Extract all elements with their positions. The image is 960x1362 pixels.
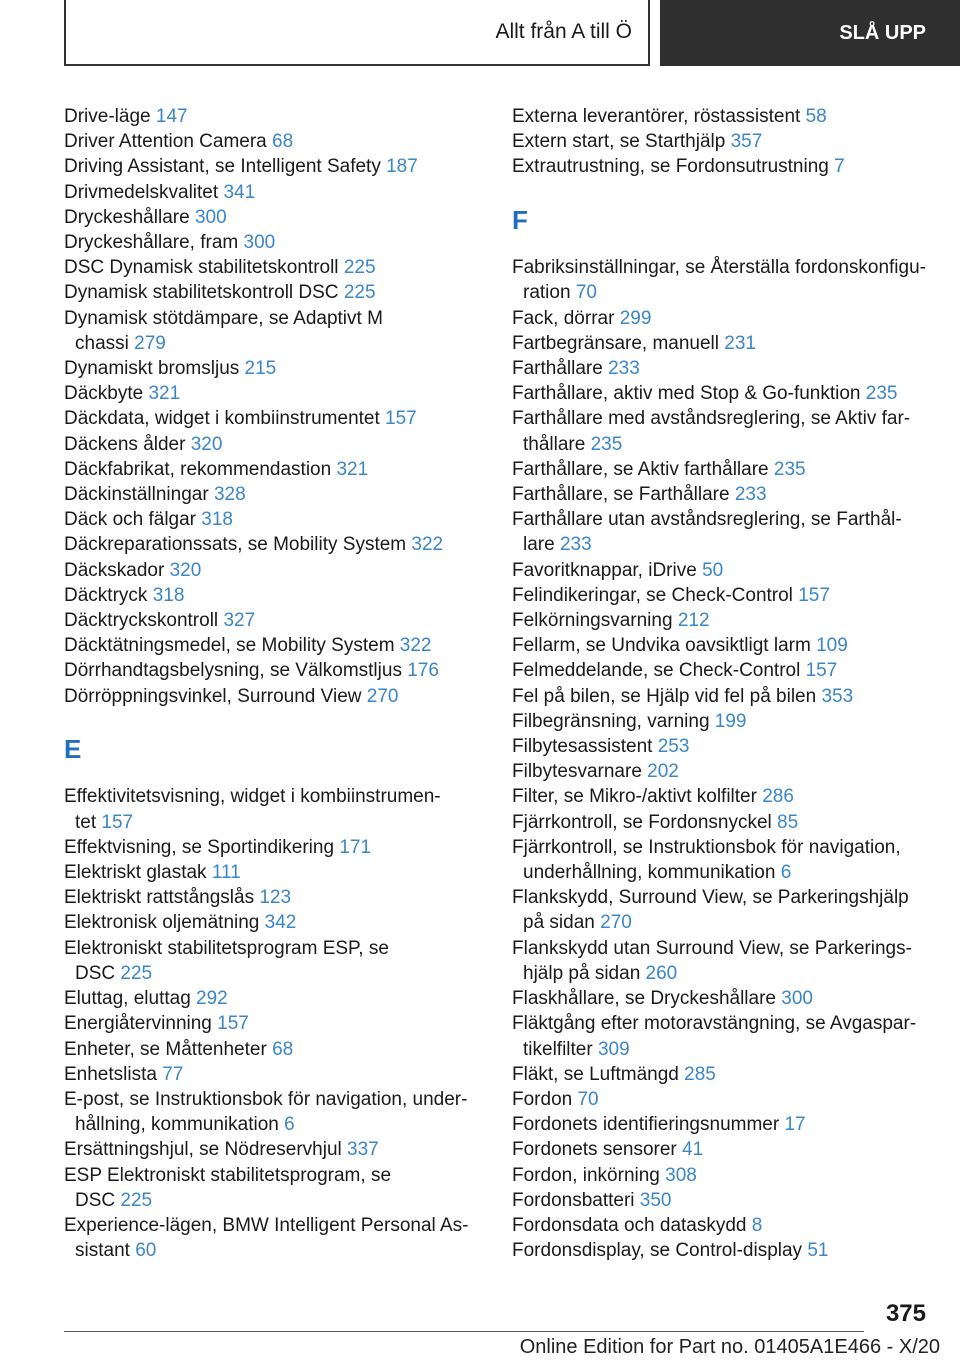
index-column-right xyxy=(512,104,932,1263)
page-reference-link[interactable]: 292 xyxy=(196,988,228,1010)
index-entry xyxy=(512,1137,932,1162)
entry-text: Farthållare, se Farthållare xyxy=(512,484,730,506)
index-entry xyxy=(512,457,932,482)
entry-text: Driver Attention Camera xyxy=(64,131,267,153)
index-entry xyxy=(64,1087,484,1137)
page-reference-link[interactable]: 341 xyxy=(223,181,256,203)
index-entry xyxy=(64,129,484,154)
entry-text: Flankskydd utan Surround View, se Parkerings- xyxy=(512,937,912,959)
footer-divider xyxy=(64,1331,864,1332)
index-entry xyxy=(512,1087,932,1112)
page-reference-link[interactable]: 350 xyxy=(639,1189,672,1211)
entry-text: Enhetslista xyxy=(64,1063,157,1085)
page-reference-link[interactable]: 176 xyxy=(407,660,439,682)
entry-text: Däckreparationssats, se Mobility System xyxy=(64,534,407,556)
entry-text: thållare xyxy=(523,433,586,455)
index-entry xyxy=(64,1037,484,1062)
page-reference-link[interactable]: 70 xyxy=(575,282,597,304)
entry-text: Fordon xyxy=(512,1088,573,1110)
index-entry xyxy=(64,885,484,910)
page-reference-link[interactable]: 6 xyxy=(284,1114,295,1136)
index-entry xyxy=(64,860,484,885)
page-reference-link[interactable]: 215 xyxy=(244,358,277,380)
entry-text: DSC xyxy=(75,1189,116,1211)
page-reference-link[interactable]: 260 xyxy=(645,962,678,984)
page-reference-link[interactable]: 327 xyxy=(223,610,256,632)
entry-text: Fläkt, se Luftmängd xyxy=(512,1063,679,1085)
index-entry xyxy=(512,1112,932,1137)
page-reference-link[interactable]: 320 xyxy=(169,559,202,581)
entry-text: Fabriksinställningar, se Återställa fordonskonfigu- xyxy=(512,257,926,279)
page-reference-link[interactable]: 157 xyxy=(805,660,838,682)
page-reference-link[interactable]: 50 xyxy=(702,559,724,581)
entry-text: Filter, se Mikro-/aktivt kolfilter xyxy=(512,786,757,808)
index-entry xyxy=(64,558,484,583)
index-entry xyxy=(512,885,932,935)
index-entry xyxy=(64,658,484,683)
index-entry xyxy=(64,986,484,1011)
index-entry xyxy=(512,482,932,507)
index-entry xyxy=(64,306,484,356)
index-entry xyxy=(512,709,932,734)
entry-text: Elektriskt glastak xyxy=(64,862,207,884)
page-reference-link[interactable]: 58 xyxy=(805,106,827,127)
entry-text: ESP Elektroniskt stabilitetsprogram, se xyxy=(64,1164,392,1186)
index-tab-label: Allt från A till Ö xyxy=(495,20,632,43)
index-entry xyxy=(64,633,484,658)
page-reference-link[interactable]: 157 xyxy=(217,1013,249,1035)
entry-text: DSC xyxy=(75,962,116,984)
entry-text: lare xyxy=(523,534,555,556)
index-entry xyxy=(512,558,932,583)
index-entry xyxy=(512,104,932,129)
entry-continuation xyxy=(64,1112,484,1137)
page-reference-link[interactable]: 299 xyxy=(619,307,652,329)
entry-text: Filbytesvarnare xyxy=(512,761,642,783)
entry-text: DSC Dynamisk stabilitetskontroll xyxy=(64,257,339,279)
entry-continuation xyxy=(512,910,932,935)
entry-text: Enheter, se Måttenheter xyxy=(64,1038,267,1060)
index-entry xyxy=(512,306,932,331)
page-reference-link[interactable]: 68 xyxy=(272,131,294,153)
page-reference-link[interactable]: 51 xyxy=(807,1240,829,1262)
entry-text: Ersättningshjul, se Nödreservhjul xyxy=(64,1139,342,1161)
entry-text: Fordonets sensorer xyxy=(512,1139,677,1161)
entry-text: Extern start, se Starthjälp xyxy=(512,131,726,153)
page-reference-link[interactable]: 68 xyxy=(272,1038,294,1060)
page-reference-link[interactable]: 353 xyxy=(821,685,854,707)
section-letter: E xyxy=(64,733,82,764)
index-entry xyxy=(64,608,484,633)
index-entry xyxy=(64,482,484,507)
page-reference-link[interactable]: 320 xyxy=(190,433,223,455)
entry-text: Externa leverantörer, röstassistent xyxy=(512,106,801,127)
page-reference-link[interactable]: 70 xyxy=(577,1088,599,1110)
entry-continuation xyxy=(512,432,932,457)
entry-text: Drivmedelskvalitet xyxy=(64,181,219,203)
index-entry xyxy=(512,583,932,608)
entry-text: Dörrhandtagsbelysning, se Välkomstljus xyxy=(64,660,402,682)
page-reference-link[interactable]: 171 xyxy=(339,836,372,858)
page-reference-link[interactable]: 147 xyxy=(155,106,188,127)
page-reference-link[interactable]: 109 xyxy=(816,635,848,657)
entry-text: underhållning, kommunikation xyxy=(523,862,776,884)
entry-continuation xyxy=(512,532,932,557)
entry-text: Felmeddelande, se Check-Control xyxy=(512,660,801,682)
entry-text: Fack, dörrar xyxy=(512,307,615,329)
entry-text: Flaskhållare, se Dryckeshållare xyxy=(512,988,776,1010)
entry-text: Driving Assistant, se Intelligent Safety xyxy=(64,156,381,178)
page-reference-link[interactable]: 225 xyxy=(120,962,153,984)
index-entry xyxy=(64,1137,484,1162)
entry-text: Elektroniskt stabilitetsprogram ESP, se xyxy=(64,937,389,959)
index-entry xyxy=(64,835,484,860)
index-entry xyxy=(512,1238,932,1263)
page-reference-link[interactable]: 85 xyxy=(777,811,799,833)
entry-text: hjälp på sidan xyxy=(523,962,641,984)
entry-text: tet xyxy=(75,811,97,833)
page-reference-link[interactable]: 235 xyxy=(590,433,623,455)
page-reference-link[interactable]: 321 xyxy=(148,383,181,405)
page-reference-link[interactable]: 17 xyxy=(784,1114,806,1136)
entry-text: Fläktgång efter motoravstängning, se Avgaspar- xyxy=(512,1013,917,1035)
index-entry xyxy=(512,835,932,885)
entry-text: Felindikeringar, se Check-Control xyxy=(512,584,793,606)
page-reference-link[interactable]: 235 xyxy=(865,383,898,405)
entry-text: Däcktryck xyxy=(64,584,148,606)
page-reference-link[interactable]: 187 xyxy=(386,156,418,178)
page-reference-link[interactable]: 270 xyxy=(366,685,399,707)
index-entry xyxy=(64,381,484,406)
index-entry xyxy=(64,457,484,482)
page-reference-link[interactable]: 342 xyxy=(264,912,297,934)
index-entry xyxy=(64,280,484,305)
page-reference-link[interactable]: 77 xyxy=(162,1063,184,1085)
entry-text: Dynamisk stötdämpare, se Adaptivt M xyxy=(64,307,383,329)
page-reference-link[interactable]: 286 xyxy=(762,786,794,808)
index-entry xyxy=(64,154,484,179)
index-entry xyxy=(512,406,932,456)
entry-text: Dryckeshållare xyxy=(64,206,190,228)
entry-text: Elektronisk oljemätning xyxy=(64,912,260,934)
index-entry xyxy=(64,532,484,557)
page-reference-link[interactable]: 322 xyxy=(411,534,444,556)
entry-text: tikelfilter xyxy=(523,1038,593,1060)
entry-continuation xyxy=(64,961,484,986)
index-entry xyxy=(64,936,484,986)
entry-text: Däcktryckskontroll xyxy=(64,610,219,632)
index-entry xyxy=(512,608,932,633)
page-reference-link[interactable]: 337 xyxy=(347,1139,379,1161)
entry-text: Dörröppningsvinkel, Surround View xyxy=(64,685,362,707)
index-entry xyxy=(512,1188,932,1213)
entry-text: Favoritknappar, iDrive xyxy=(512,559,697,581)
entry-text: på sidan xyxy=(523,912,595,934)
index-entry xyxy=(512,129,932,154)
index-entry xyxy=(64,356,484,381)
index-entry xyxy=(512,784,932,809)
entry-text: Däck och fälgar xyxy=(64,509,197,531)
index-tab[interactable] xyxy=(64,0,650,66)
entry-text: Däckskador xyxy=(64,559,165,581)
index-column-left xyxy=(64,104,484,1263)
entry-text: Extrautrustning, se Fordonsutrustning xyxy=(512,156,829,178)
page-reference-link[interactable]: 322 xyxy=(399,635,432,657)
index-entry xyxy=(512,936,932,986)
page-reference-link[interactable]: 111 xyxy=(211,862,241,884)
entry-text: Fordonsbatteri xyxy=(512,1189,635,1211)
entry-text: chassi xyxy=(75,332,129,354)
page-reference-link[interactable]: 285 xyxy=(684,1063,716,1085)
page-reference-link[interactable]: 7 xyxy=(834,156,845,178)
page-reference-link[interactable]: 202 xyxy=(647,761,679,783)
index-entry xyxy=(512,734,932,759)
index-entry xyxy=(64,1062,484,1087)
page-reference-link[interactable]: 321 xyxy=(336,458,369,480)
page-reference-link[interactable]: 231 xyxy=(724,332,756,354)
page-reference-link[interactable]: 318 xyxy=(201,509,233,531)
entry-continuation xyxy=(512,280,932,305)
index-entry xyxy=(64,784,484,834)
entry-text: Filbytesassistent xyxy=(512,736,653,758)
search-tab[interactable] xyxy=(660,0,960,66)
index-entry xyxy=(512,986,932,1011)
entry-text: Däckinställningar xyxy=(64,484,209,506)
entry-continuation xyxy=(512,1037,932,1062)
index-entry xyxy=(64,507,484,532)
entry-continuation xyxy=(64,810,484,835)
entry-text: Fjärrkontroll, se Fordonsnyckel xyxy=(512,811,772,833)
index-entry xyxy=(64,583,484,608)
index-entry xyxy=(64,432,484,457)
page-reference-link[interactable]: 8 xyxy=(751,1214,763,1236)
entry-text: Effektvisning, se Sportindikering xyxy=(64,836,335,858)
page-reference-link[interactable]: 300 xyxy=(243,232,276,254)
index-entry xyxy=(64,104,484,129)
entry-text: Filbegränsning, varning xyxy=(512,710,710,732)
entry-text: Fordonsdata och dataskydd xyxy=(512,1214,747,1236)
page-reference-link[interactable]: 328 xyxy=(213,484,246,506)
entry-text: Fordonets identifieringsnummer xyxy=(512,1114,780,1136)
entry-text: Däcktätningsmedel, se Mobility System xyxy=(64,635,395,657)
entry-text: Felkörningsvarning xyxy=(512,610,673,632)
page-reference-link[interactable]: 318 xyxy=(152,584,185,606)
entry-text: Fordon, inkörning xyxy=(512,1164,660,1186)
entry-continuation xyxy=(512,860,932,885)
entry-text: Farthållare med avståndsreglering, se Aktiv far- xyxy=(512,408,911,430)
page-reference-link[interactable]: 157 xyxy=(798,584,830,606)
entry-text: Fartbegränsare, manuell xyxy=(512,332,719,354)
index-entry xyxy=(512,633,932,658)
page-reference-link[interactable]: 233 xyxy=(608,358,640,380)
page-reference-link[interactable]: 300 xyxy=(194,206,227,228)
page-reference-link[interactable]: 357 xyxy=(730,131,763,153)
entry-text: Dynamiskt bromsljus xyxy=(64,358,240,380)
page-number: 375 xyxy=(885,1300,926,1327)
entry-text: Flankskydd, Surround View, se Parkeringshjälp xyxy=(512,887,909,909)
page-reference-link[interactable]: 233 xyxy=(734,484,767,506)
entry-text: Dynamisk stabilitetskontroll DSC xyxy=(64,282,339,304)
footer-text: Online Edition for Part no. 01405A1E466 - X/20 xyxy=(519,1336,940,1358)
entry-text: Eluttag, eluttag xyxy=(64,988,191,1010)
top-navigation xyxy=(0,0,960,66)
index-entry xyxy=(512,1011,932,1061)
entry-continuation xyxy=(512,961,932,986)
entry-continuation xyxy=(64,331,484,356)
page-reference-link[interactable]: 225 xyxy=(343,282,376,304)
entry-text: Drive-läge xyxy=(64,106,151,127)
index-entry xyxy=(512,1213,932,1238)
entry-text: Experience-lägen, BMW Intelligent Personal As- xyxy=(64,1214,469,1236)
page-reference-link[interactable]: 225 xyxy=(343,257,376,279)
entry-continuation xyxy=(64,1238,484,1263)
index-entry xyxy=(512,356,932,381)
section-letter: F xyxy=(512,204,528,235)
entry-text: Energiåtervinning xyxy=(64,1013,212,1035)
entry-text: Elektriskt rattstångslås xyxy=(64,887,255,909)
page-reference-link[interactable]: 225 xyxy=(120,1189,153,1211)
entry-text: Fellarm, se Undvika oavsiktligt larm xyxy=(512,635,811,657)
index-entry xyxy=(512,154,932,179)
index-entry xyxy=(64,1213,484,1263)
index-entry xyxy=(512,507,932,557)
page-reference-link[interactable]: 308 xyxy=(665,1164,697,1186)
entry-text: Farthållare utan avståndsreglering, se Farthål- xyxy=(512,509,902,531)
page-reference-link[interactable]: 60 xyxy=(135,1240,157,1262)
entry-text: hållning, kommunikation xyxy=(75,1114,279,1136)
index-entry xyxy=(64,1163,484,1213)
page-reference-link[interactable]: 212 xyxy=(677,610,710,632)
index-entry xyxy=(64,910,484,935)
index-entry xyxy=(64,406,484,431)
index-entry xyxy=(64,205,484,230)
index-entry xyxy=(64,180,484,205)
entry-text: Däckdata, widget i kombiinstrumentet xyxy=(64,408,380,430)
entry-text: E-post, se Instruktionsbok för navigation, under- xyxy=(64,1088,468,1110)
entry-text: Fjärrkontroll, se Instruktionsbok för navigation, xyxy=(512,836,901,858)
entry-text: Fordonsdisplay, se Control-display xyxy=(512,1240,803,1262)
page-reference-link[interactable]: 157 xyxy=(101,811,134,833)
entry-text: Farthållare xyxy=(512,358,603,380)
entry-text: Däckbyte xyxy=(64,383,144,405)
index-entry xyxy=(512,759,932,784)
page-reference-link[interactable]: 279 xyxy=(134,332,166,354)
page-reference-link[interactable]: 309 xyxy=(597,1038,630,1060)
index-entry xyxy=(64,1011,484,1036)
index-entry xyxy=(512,255,932,305)
page-reference-link[interactable]: 235 xyxy=(773,458,806,480)
index-entry xyxy=(512,684,932,709)
entry-text: Däckens ålder xyxy=(64,433,186,455)
index-entry xyxy=(512,331,932,356)
entry-text: Däckfabrikat, rekommendastion xyxy=(64,458,332,480)
index-entry xyxy=(512,658,932,683)
search-tab-label: SLÅ UPP xyxy=(839,21,926,44)
page-reference-link[interactable]: 157 xyxy=(385,408,417,430)
page-reference-link[interactable]: 233 xyxy=(559,534,592,556)
index-entry xyxy=(512,1163,932,1188)
entry-text: Farthållare, aktiv med Stop & Go-funktion xyxy=(512,383,861,405)
index-entry xyxy=(64,255,484,280)
page-reference-link[interactable]: 270 xyxy=(600,912,632,934)
entry-text: sistant xyxy=(75,1240,130,1262)
index-entry xyxy=(64,230,484,255)
index-entry xyxy=(512,1062,932,1087)
entry-text: ration xyxy=(523,282,571,304)
index-entry xyxy=(64,684,484,709)
index-entry xyxy=(512,381,932,406)
page-reference-link[interactable]: 6 xyxy=(780,862,792,884)
entry-text: Farthållare, se Aktiv farthållare xyxy=(512,458,769,480)
page-reference-link[interactable]: 253 xyxy=(657,736,690,758)
index-entry xyxy=(512,810,932,835)
entry-text: Dryckeshållare, fram xyxy=(64,232,239,254)
entry-text: Fel på bilen, se Hjälp vid fel på bilen xyxy=(512,685,817,707)
entry-continuation xyxy=(64,1188,484,1213)
page-reference-link[interactable]: 123 xyxy=(259,887,292,909)
page-reference-link[interactable]: 300 xyxy=(781,988,813,1010)
entry-text: Effektivitetsvisning, widget i kombiinstrumen- xyxy=(64,786,441,808)
page-reference-link[interactable]: 199 xyxy=(714,710,747,732)
page-reference-link[interactable]: 41 xyxy=(682,1139,704,1161)
